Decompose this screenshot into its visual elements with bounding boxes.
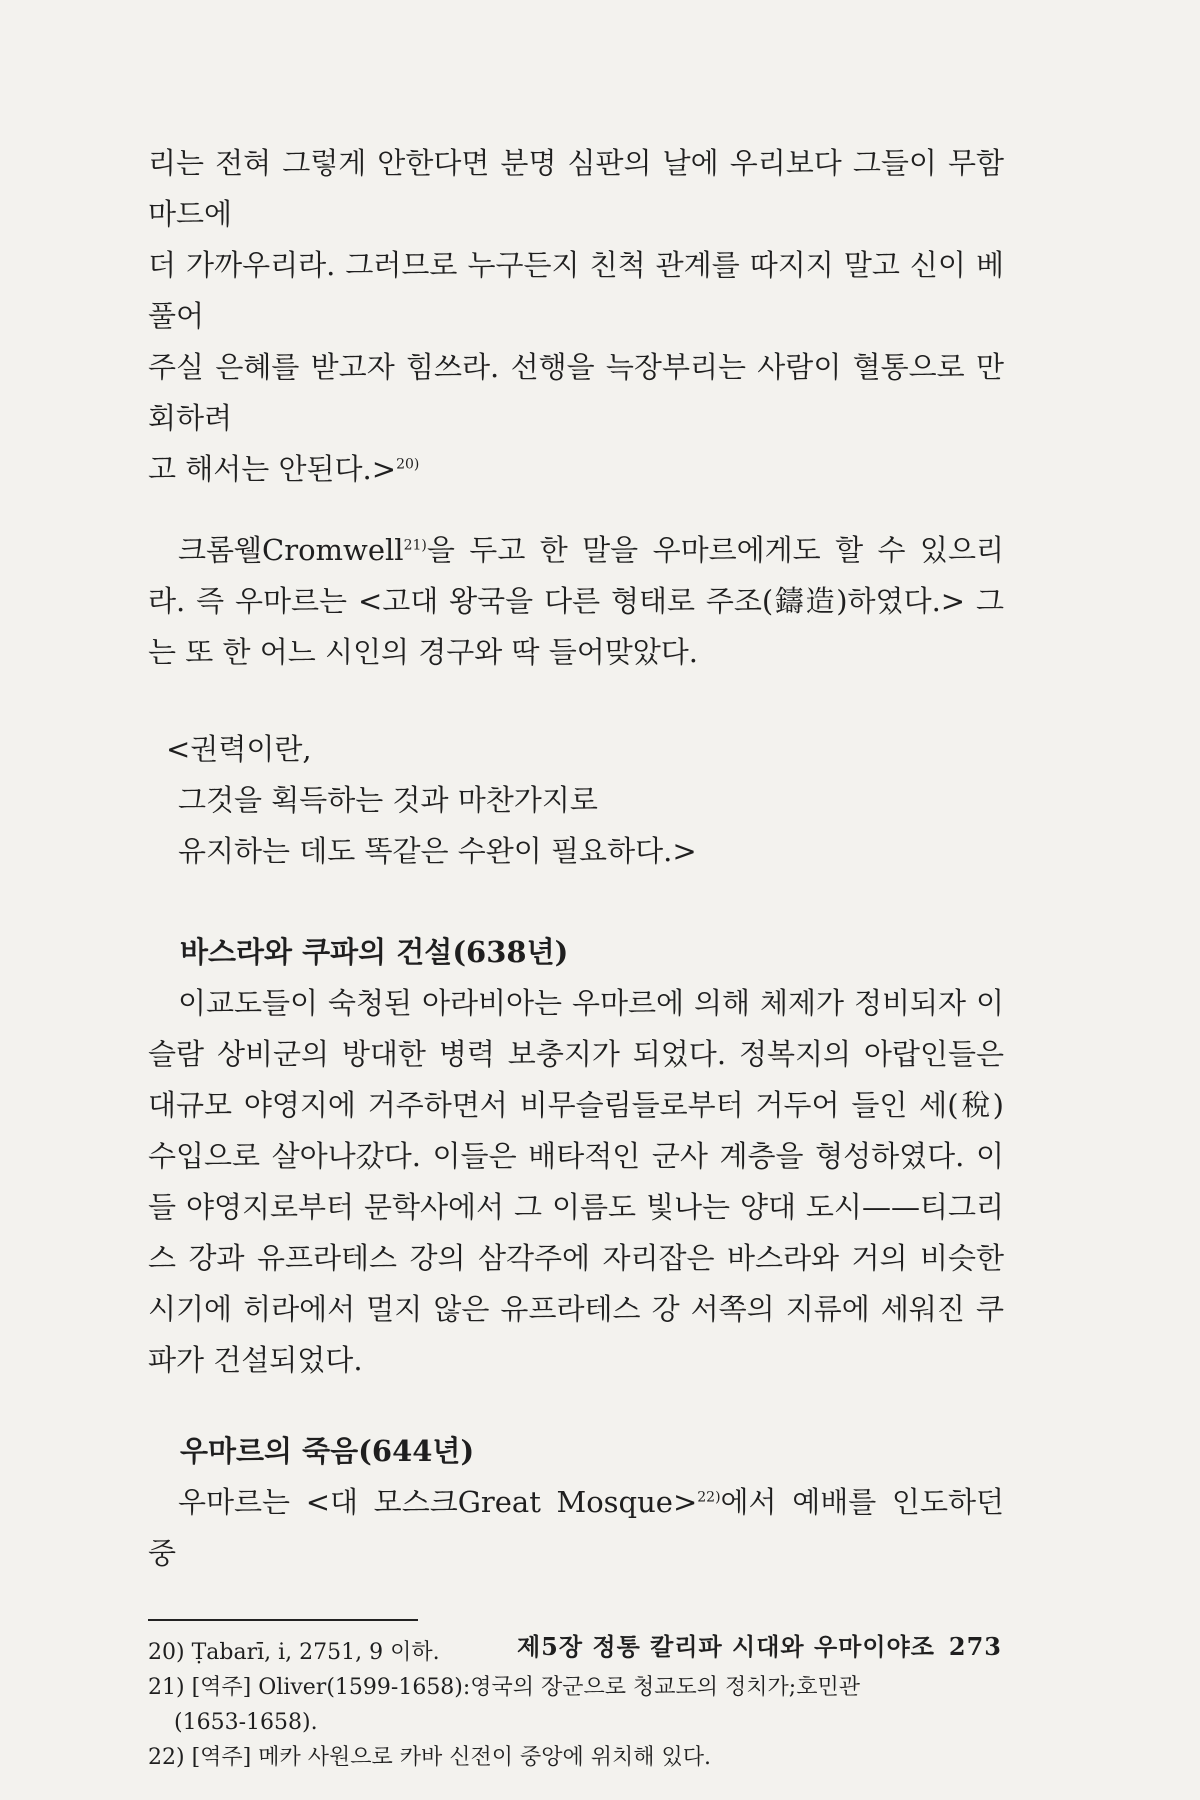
- opening-line-2: 더 가까우리라. 그러므로 누구든지 친척 관계를 따지지 말고 신이 베풀어: [148, 248, 1004, 333]
- section-text-basra-kufa: 이교도들이 숙청된 아라비아는 우마르에 의해 체제가 정비되자 이슬람 상비군의 방대한 병력 보충지가 되었다. 정복지의 아랍인들은 대규모 야영지에 거주하면서 비무슬림들로부터 거두어 들인 세(稅) 수입으로 살아나갔다. 이들은 배타적인 군사 계층을 형성하였다. 이들 야영지로부터 문학사에서 그 이름도 빛나는 양대 도시——티그리스 강과 유프라테스 강의 삼각주에 자리잡은 바스라와 거의 비슷한 시기에 히라에서 멀지 않은 유프라테스 강 서쪽의 지류에 세워진 쿠파가 건설되었다.: [148, 986, 1004, 1377]
- section-text-umar-death: [148, 1477, 1004, 1579]
- opening-line-4: [148, 444, 1004, 495]
- section-heading-basra-kufa: 바스라와 쿠파의 건설(638년): [180, 935, 569, 969]
- cromwell-text-before: 크롬웰Cromwell: [178, 533, 404, 567]
- footnote-number: 21): [148, 1675, 185, 1700]
- umar-text-after: 에서 예배를 인도하던 중: [148, 1485, 1004, 1570]
- footnote-ref-21[interactable]: 21): [403, 537, 427, 554]
- cromwell-text-rest: 즉 우마르는 <고대 왕국을 다른 형태로 주조(鑄造)하였다.> 그는 또 한 어느 시인의 경구와 딱 들어맞았다.: [148, 584, 1004, 669]
- cromwell-paragraph: [148, 525, 1004, 678]
- opening-line-4-text: 고 해서는 안된다.>: [148, 452, 397, 486]
- cromwell-text-after: 을 두고 한 말을 우마르에게도 할 수 있으리라.: [148, 533, 1004, 618]
- verse-line-1: <권력이란,: [166, 732, 312, 766]
- footnote-text-cont: (1653-1658).: [174, 1710, 318, 1735]
- page-content: [148, 138, 1004, 1775]
- footnote-text: Ṭabarī, i, 2751, 9 이하.: [191, 1640, 440, 1665]
- opening-paragraph: [148, 138, 1004, 495]
- footnote-22: [148, 1740, 1004, 1775]
- footnote-divider: [148, 1619, 418, 1621]
- footnote-number: 22): [148, 1745, 185, 1770]
- verse-line-2: 그것을 획득하는 것과 마찬가지로: [178, 783, 598, 817]
- footnote-ref-22[interactable]: 22): [697, 1489, 721, 1506]
- footnote-number: 20): [148, 1640, 185, 1665]
- page-footer: [503, 1627, 1002, 1662]
- umar-text-before: 우마르는 <대 모스크Great Mosque>: [178, 1485, 698, 1519]
- verse-quote: [166, 724, 1004, 877]
- footnote-ref-20[interactable]: 20): [396, 456, 420, 473]
- running-header-chapter: 제5장 정통 칼리파 시대와 우마이야조: [517, 1632, 935, 1661]
- opening-line-1: 리는 전혀 그렇게 안한다면 분명 심판의 날에 우리보다 그들이 무함마드에: [148, 146, 1004, 231]
- opening-line-3: 주실 은혜를 받고자 힘쓰라. 선행을 늑장부리는 사람이 혈통으로 만회하려: [148, 350, 1004, 435]
- footnote-text: [역주] 메카 사원으로 카바 신전이 중앙에 위치해 있다.: [191, 1745, 711, 1770]
- footnote-21: [148, 1670, 1004, 1740]
- verse-line-3: 유지하는 데도 똑같은 수완이 필요하다.>: [178, 834, 697, 868]
- footnote-text: [역주] Oliver(1599-1658):영국의 장군으로 청교도의 정치가;호민관: [191, 1675, 860, 1700]
- section-heading-umar-death: 우마르의 죽음(644년): [180, 1434, 475, 1468]
- section-basra-kufa: [148, 927, 1004, 1386]
- page-number: 273: [948, 1632, 1002, 1661]
- section-umar-death: [148, 1426, 1004, 1579]
